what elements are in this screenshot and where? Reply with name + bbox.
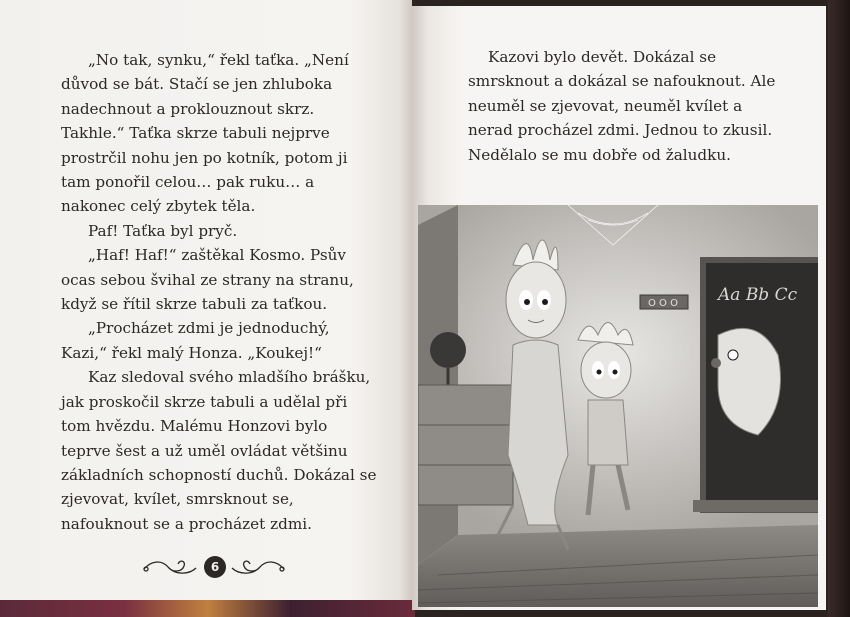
chalk-tray [693,500,818,512]
chalkboard-text: Aa Bb Cc [718,285,798,305]
dresser [418,385,513,505]
book-cover-edge-right [828,0,850,617]
right-page-text [468,45,778,167]
paragraph: „No tak, synku,“ řekl taťka. „Není důvod se bát. Stačí se jen zhluboka nadechnout a proklouznout skrz. Takhle.“ Taťka skrze tabuli nejprve prostrčil nohu jen po kotník, potom ji tam ponořil celou… pak ruku… a nakonec celý zbytek těla. [61,51,349,216]
page-number: 6 [204,556,226,578]
left-page-text [61,48,379,536]
illustration-ghost-family [418,205,818,607]
paragraph: Paf! Taťka byl pryč. [88,221,238,240]
paragraph: „Procházet zdmi je jednoduchý, Kazi,“ řekl malý Honza. „Koukej!“ [61,319,330,362]
paragraph: „Haf! Haf!“ zaštěkal Kosmo. Psův ocas sebou švihal ze strany na stranu, když se řítil skrze tabuli za taťkou. [61,246,354,314]
paragraph: Kazovi bylo devět. Dokázal se smrsknout a dokázal se nafouknout. Ale neuměl se zjevovat, neuměl kvílet a nerad procházel zdmi. Jednou to zkusil. Nedělalo se mu dobře od žaludku. [468,48,776,164]
globe-icon [430,332,466,368]
wall-sign-text: O O O [648,298,678,309]
paragraph: Kaz sledoval svého mladšího brášku, jak proskočil skrze tabuli a udělal při tom hvězdu. Malému Honzovi bylo teprve šest a už uměl ovládat většinu základních schopností duchů. Dokázal se zjevovat, kvílet, smrsknout se, nafouknout se a procházet zdmi. [61,368,377,533]
